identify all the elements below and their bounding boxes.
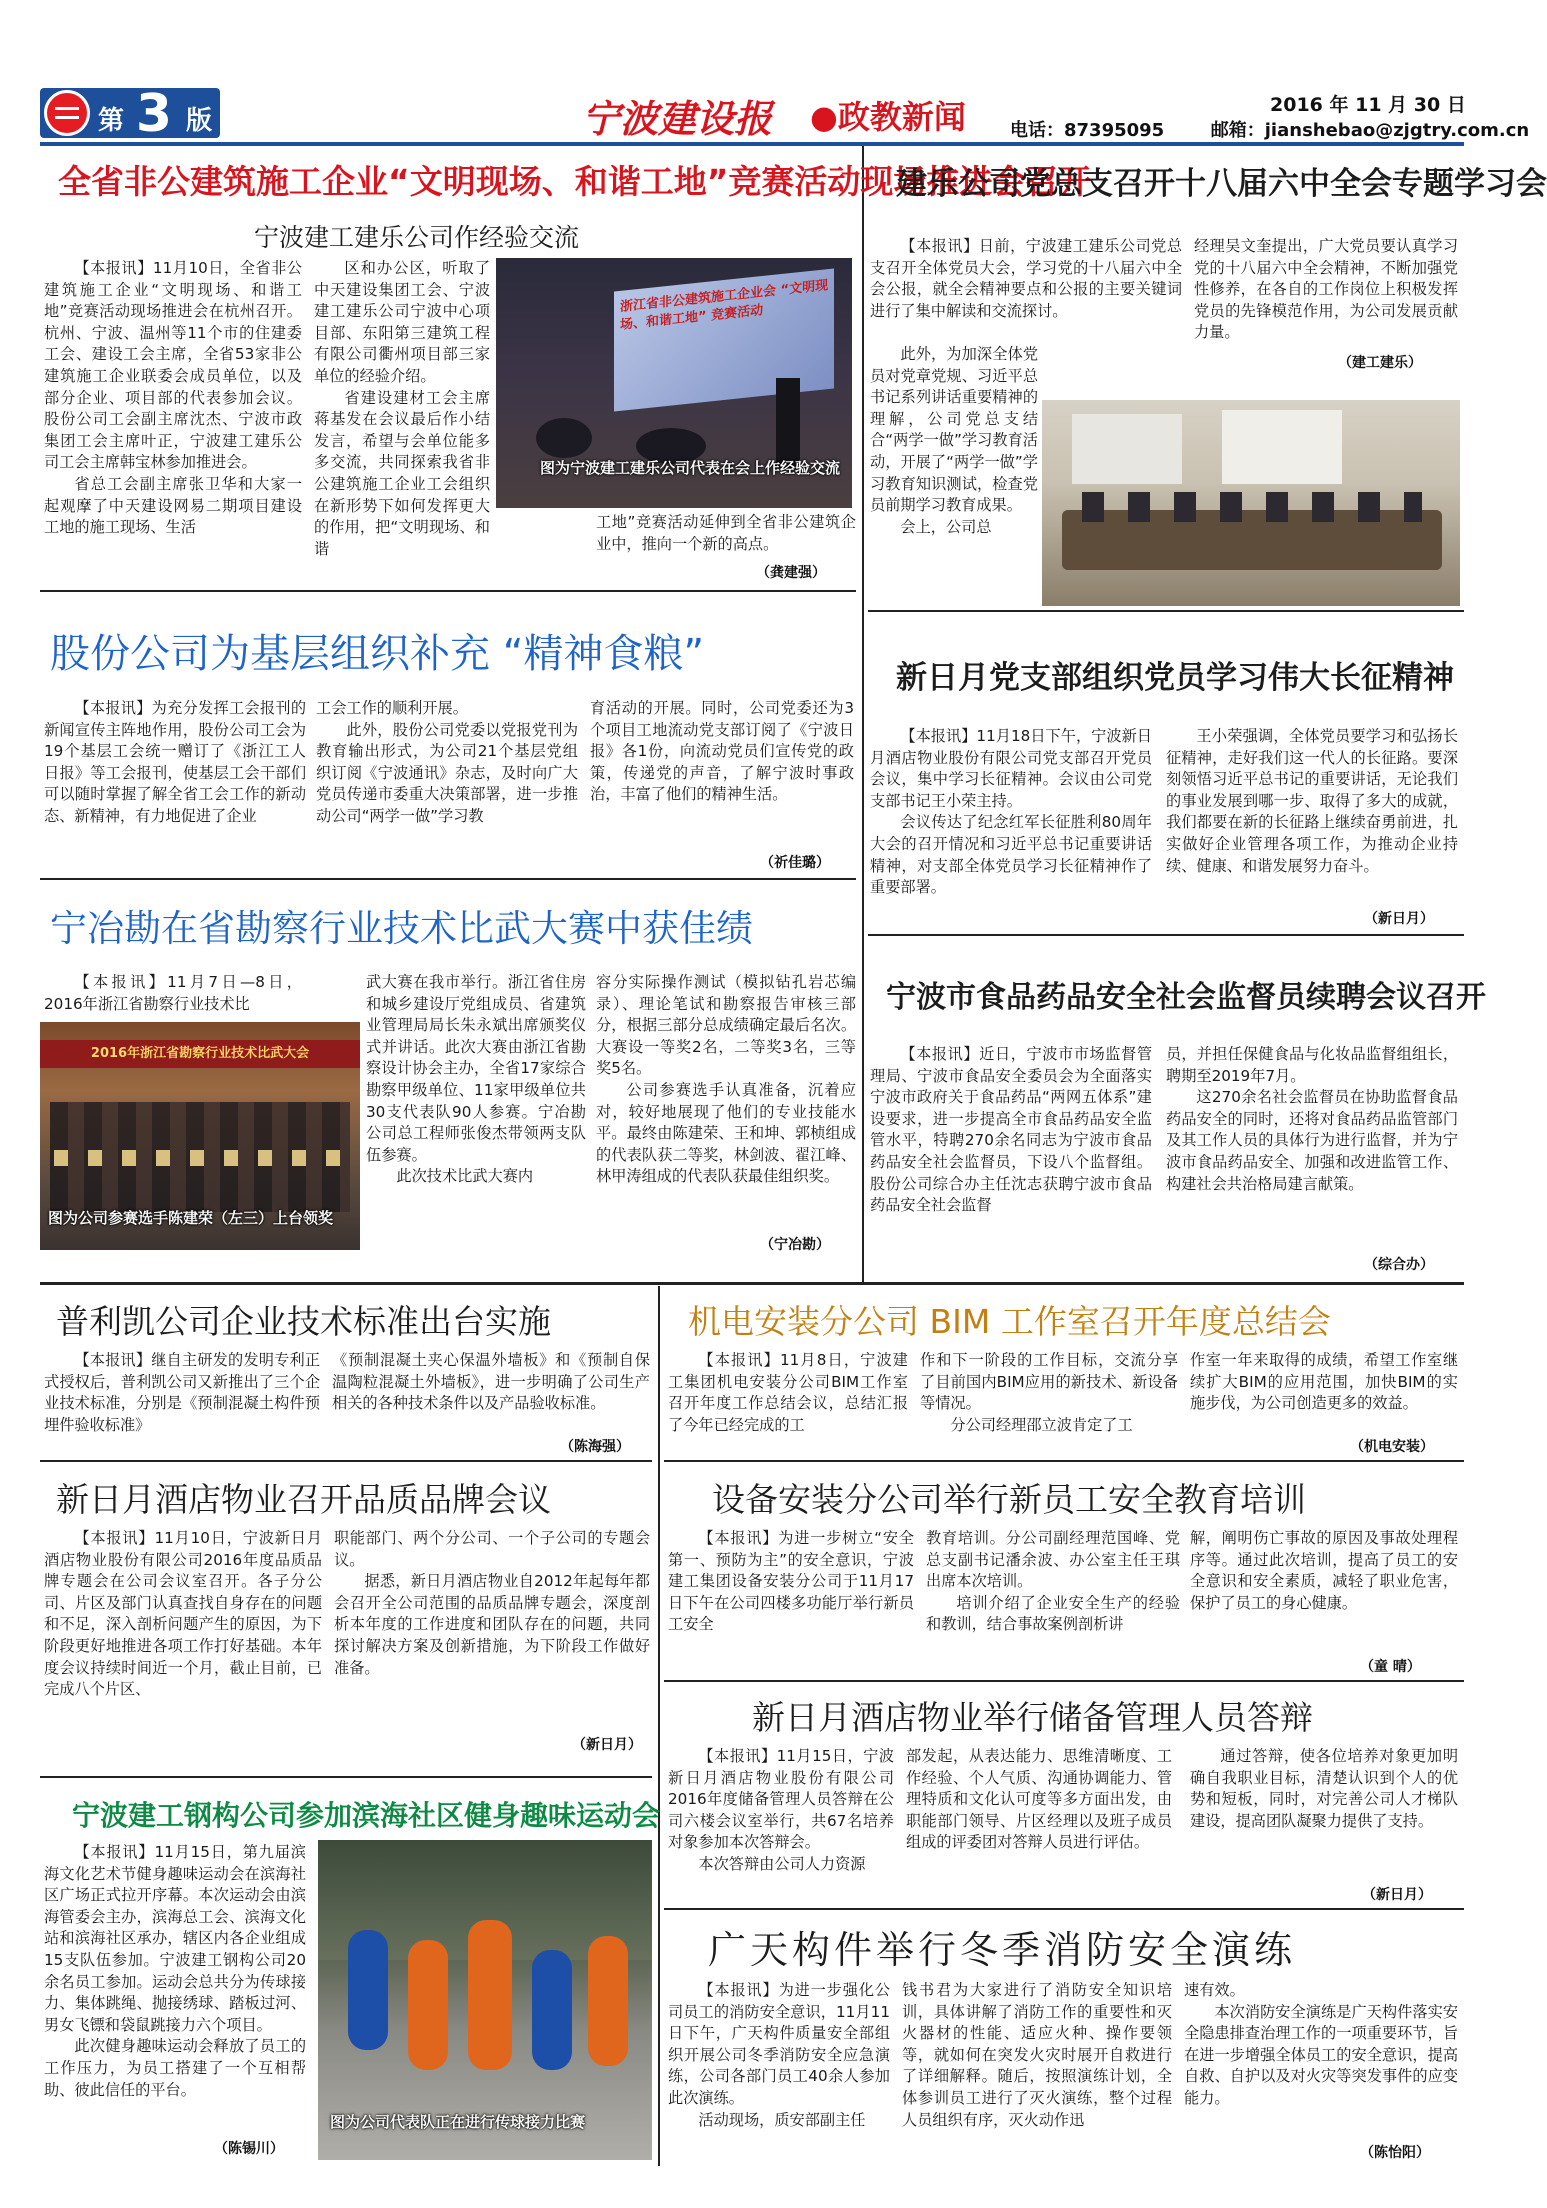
a8-signature: （机电安装） — [1350, 1439, 1434, 1455]
a4-col1-p2: 会议传达了纪念红军长征胜利80周年大会的召开情况和习近平总书记重要讲话精神，对支部全体党员学习长征精神作了重要部署。 — [870, 813, 1152, 897]
a12-col1 — [668, 1746, 894, 1904]
a5-photo-caption: 图为公司参赛选手陈建荣（左三）上台领奖 — [48, 1209, 334, 1227]
a13-col1-p2: 活动现场，质安部副主任 — [698, 2110, 866, 2129]
a10-col2 — [926, 1528, 1180, 1676]
a13-col3-p1: 速有效。 — [1184, 1981, 1245, 1999]
a1-col2-p2: 省建设建材工会主席蒋基发在会议最后作小结发言，希望与会单位能多多交流，共同探索我省非公建筑施工企业工会组织在新形势下如何发挥更大的作用，把“文明现场、和谐 — [314, 388, 490, 558]
a1-col2-p1: 区和办公区，听取了中天建设集团工会、宁波建工建乐公司宁波中心项目部、东阳第三建筑工程有限公司衢州项目部三家单位的经验介绍。 — [314, 259, 490, 385]
a6-col2-p2: 这270余名社会监督员在协助监督食品药品安全的同时，还将对食品药品监管部门及其工作人员的具体行为进行监督，并为宁波市食品药品安全、加强和改进监管工作、构建社会共治格局建言献策。 — [1166, 1088, 1458, 1193]
a8-col2-p1: 作和下一阶段的工作目标，交流分享了目前国内BIM应用的新技术、新设备等情况。 — [920, 1351, 1178, 1413]
a3-signature: （祈佳璐） — [760, 855, 830, 871]
a4-col1-p1: 【本报讯】11月18日下午，宁波新日月酒店物业股份有限公司党支部召开党员会议，集中学习长征精神。会议由公司党支部书记王小荣主持。 — [870, 727, 1152, 810]
a3-col1 — [44, 698, 306, 874]
a8-col3-p1: 作室一年来取得的成绩，希望工作室继续扩大BIM的应用范围，加快BIM的实施步伐，为公司创造更多的效益。 — [1190, 1351, 1458, 1413]
edition-prefix: 第 — [98, 106, 125, 136]
a2-col1-p2: 此外，为加深全体党员对党章党规、习近平总书记系列讲话重要精神的理解，公司党总支结合“两学一做”学习教育活动，开展了“两学一做”学习教育知识测试，检查党员前期学习教育成果。 — [870, 345, 1038, 515]
a1-col3 — [596, 512, 856, 560]
a5-photo — [40, 1022, 360, 1250]
a9-col2-p1: 职能部门、两个分公司、一个子公司的专题会议。 — [334, 1529, 650, 1569]
a1-subheadline: 宁波建工建乐公司作经验交流 — [254, 223, 580, 252]
a12-col2 — [906, 1746, 1172, 1904]
divider-a4 — [868, 934, 1464, 936]
a6-col1-p1: 【本报讯】近日，宁波市市场监督管理局、宁波市食品安全委员会为全面落实宁波市政府关于食品药品“两网五体系”建设要求，进一步提高全市食品药品安全监管水平，特聘270余名同志为宁波市食品药品安全社会监督员，下设八个监督组。股份公司综合办主任沈志获聘宁波市食品药品安全社会监督 — [870, 1045, 1152, 1215]
a1-col2 — [314, 258, 490, 584]
a7-col2 — [332, 1350, 650, 1440]
paper-name: 宁波建设报 — [582, 96, 773, 141]
a5-col3-p1: 容分实际操作测试（模拟钻孔岩芯编录）、理论笔试和勘察报告审核三部分，根据三部分总成绩确定最后名次。大赛设一等奖2名，二等奖3名，三等奖5名。 — [596, 973, 856, 1078]
divider-a12 — [664, 1908, 1464, 1910]
a3-col1-p1: 【本报讯】为充分发挥工会报刊的新闻宣传主阵地作用，股份公司工会为19个基层工会统一赠订了《浙江工人日报》等工会报刊，使基层工会干部们可以随时掌握了解全省工会工作的新动态、新精神，有力地促进了企业 — [44, 699, 306, 825]
a11-col1 — [44, 1842, 306, 2166]
a1-signature: （龚建强） — [756, 565, 826, 581]
a5-col1 — [44, 972, 302, 1016]
a13-col1 — [668, 1980, 890, 2166]
a5-signature: （宁冶勘） — [760, 1237, 830, 1253]
divider-a3 — [40, 878, 856, 880]
a13-headline: 广天构件举行冬季消防安全演练 — [708, 1928, 1297, 1972]
a8-col2-p2: 分公司经理邵立波肯定了工 — [950, 1415, 1133, 1434]
a3-col2-p1: 工会工作的顺利开展。 — [316, 699, 468, 717]
a4-col2-p1: 王小荣强调，全体党员要学习和弘扬长征精神，走好我们这一代人的长征路。要深刻领悟习近平总书记的重要讲话，无论我们的事业发展到哪一步、取得了多大的成就，我们都要在新的长征路上继续奋勇前进，扎实做好企业管理各项工作，为推动企业持续、健康、和谐发展努力奋斗。 — [1166, 727, 1458, 875]
a10-col1 — [668, 1528, 914, 1676]
header-date: 2016 年 11 月 30 日 — [1270, 94, 1466, 116]
a3-col3-p1: 育活动的开展。同时，公司党委还为3个项目工地流动党支部订阅了《宁波日报》各1份，向流动党员们宣传党的政策，传递党的声音，了解宁波时事政治，丰富了他们的精神生活。 — [590, 699, 854, 804]
a10-col2-p2: 培训介绍了企业安全生产的经验和教训，结合事故案例剖析讲 — [926, 1593, 1180, 1634]
a13-col3 — [1184, 1980, 1458, 2140]
a2-photo — [1042, 400, 1460, 606]
a12-col3-p1: 通过答辩，使各位培养对象更加明确自我职业目标，清楚认识到个人的优势和短板，同时，对完善公司人才梯队建设，提高团队凝聚力提供了支持。 — [1190, 1747, 1458, 1830]
a9-col1-p1: 【本报讯】11月10日，宁波新日月酒店物业股份有限公司2016年度品质品牌专题会在公司会议室召开。各子分公司、片区及部门认真查找自身存在的问题和不足，深入剖析问题产生的原因，为下阶段更好地推进各项工作打好基础。本年度会议持续时间近一个月，截止目前，已完成八个片区、 — [44, 1529, 322, 1699]
a10-col3 — [1190, 1528, 1458, 1658]
a8-col3 — [1190, 1350, 1458, 1440]
a11-col1-p1: 【本报讯】11月15日，第九届滨海文化艺术节健身趣味运动会在滨海社区广场正式拉开序幕。本次运动会由滨海管委会主办，滨海总工会、滨海文化站和滨海社区承办，辖区内各企业组成15支队伍参加。宁波建工钢构公司20余名员工参加。运动会总共分为传球接力、集体跳绳、抛接绣球、踏板过河、男女飞镖和袋鼠跳接力六个项目。 — [44, 1843, 306, 2034]
email-label: 邮箱： — [1210, 120, 1265, 141]
a5-headline: 宁冶勘在省勘察行业技术比武大赛中获佳绩 — [50, 907, 753, 950]
a4-col1 — [870, 726, 1152, 930]
a2-headline: 建乐公司党总支召开十八届六中全会专题学习会 — [896, 166, 1547, 202]
email-address: jianshebao@zjgtry.com.cn — [1264, 120, 1530, 141]
a8-col1-p1: 【本报讯】11月8日，宁波建工集团机电安装分公司BIM工作室召开年度工作总结会议，总结汇报了今年已经完成的工 — [668, 1351, 908, 1434]
a1-col3-p1: 工地”竞赛活动延伸到全省非公建筑企业中，推向一个新的高点。 — [596, 513, 856, 553]
a5-photo-banner: 2016年浙江省勘察行业技术比武大会 — [40, 1040, 360, 1068]
a2-col1-p3: 会上，公司总 — [900, 517, 992, 536]
a4-col2 — [1166, 726, 1458, 906]
a13-col2-p1: 钱书君为大家进行了消防安全知识培训，具体讲解了消防工作的重要性和灭火器材的性能、适应火种、操作要领等，就如何在突发火灾时展开自救进行了详细解释。随后，按照演练计划，全体参训员工进行了灭火演练，整个过程人员组织有序，灭火动作迅 — [902, 1981, 1172, 2129]
a12-col1-p1: 【本报讯】11月15日，宁波新日月酒店物业股份有限公司2016年度储备管理人员答辩在公司六楼会议室举行，共67名培养对象参加本次答辩会。 — [668, 1747, 894, 1852]
a12-signature: （新日月） — [1362, 1887, 1432, 1903]
a6-col2-p1: 员，并担任保健食品与化妆品监督组组长，聘期至2019年7月。 — [1166, 1045, 1458, 1085]
a6-col2 — [1166, 1044, 1458, 1252]
a2-col2-p1: 经理吴文奎提出，广大党员要认真学习党的十八届六中全会精神，不断加强党性修养，在各自的工作岗位上积极发挥党员的先锋模范作用，为公司发展贡献力量。 — [1194, 237, 1458, 342]
a5-col1-p1: 【本报讯】11月7日—8日，2016年浙江省勘察行业技术比 — [44, 973, 302, 1013]
a1-col1-p1: 【本报讯】11月10日，全省非公建筑施工企业“文明现场、和谐工地”竞赛活动现场推进会在杭州召开。杭州、宁波、温州等11个市的住建委工会、建设工会主席，全省53家非公建筑施工企业联委会成员单位，以及部分企业、项目部的代表参加会议。股份公司工会副主席沈杰、宁波市政集团工会主席叶正，宁波建工建乐公司工会主席韩宝林参加推进会。 — [44, 259, 302, 472]
divider-a1 — [40, 590, 856, 592]
a2-col1-p1: 【本报讯】日前，宁波建工建乐公司党总支召开全体党员大会，学习党的十八届六中全会公报，就全会精神要点和公报的主要关键词进行了集中解读和交流探讨。 — [870, 237, 1182, 320]
a11-signature: （陈锡川） — [214, 2141, 284, 2157]
a1-photo-caption: 图为宁波建工建乐公司代表在会上作经验交流 — [540, 459, 841, 477]
header-rule — [40, 142, 1464, 146]
a5-col2-p2: 此次技术比武大赛内 — [396, 1167, 534, 1186]
a7-col2-p1: 《预制混凝土夹心保温外墙板》和《预制自保温陶粒混凝土外墙板》，进一步明确了公司生产相关的各种技术条件以及产品验收标准。 — [332, 1351, 650, 1413]
a9-signature: （新日月） — [572, 1737, 642, 1753]
a1-photo-banner: 浙江省非公建筑施工企业会 “文明现场、和谐工地” 竞赛活动 — [620, 278, 829, 334]
a3-col2-p2: 此外，股份公司党委以党报党刊为教育输出形式，为公司21个基层党组织订阅《宁波通讯》杂志，及时向广大党员传递市委重大决策部署，进一步推动公司“两学一做”学习教 — [316, 720, 578, 825]
a2-col2 — [1194, 236, 1458, 348]
a7-col1 — [44, 1350, 320, 1456]
a4-signature: （新日月） — [1364, 911, 1434, 927]
a10-col1-p1: 【本报讯】为进一步树立“安全第一、预防为主”的安全意识，宁波建工集团设备安装分公司于11月17日下午在公司四楼多功能厅举行新员工安全 — [668, 1529, 914, 1634]
a13-col1-p1: 【本报讯】为进一步强化公司员工的消防安全意识，11月11日下午，广天构件质量安全部组织开展公司冬季消防安全应急演练，公司各部门员工40余人参加此次演练。 — [668, 1981, 890, 2107]
divider-v-bottom — [658, 1286, 660, 2166]
a11-col1-p2: 此次健身趣味运动会释放了员工的工作压力，为员工搭建了一个互相帮助、彼此信任的平台。 — [44, 2037, 306, 2099]
a11-photo — [318, 1840, 652, 2160]
a12-headline: 新日月酒店物业举行储备管理人员答辩 — [752, 1698, 1313, 1737]
a2-signature: （建工建乐） — [1338, 355, 1422, 371]
section-name: ●政教新闻 — [810, 98, 966, 136]
a7-headline: 普利凯公司企业技术标准出台实施 — [56, 1302, 551, 1341]
a1-col1 — [44, 258, 302, 584]
a5-col3-p2: 公司参赛选手认真准备，沉着应对，较好地展现了他们的专业技能水平。最终由陈建荣、王和坤、郭桢组成的代表队获二等奖，林剑波、翟江峰、林甲涛组成的代表队获最佳组织奖。 — [596, 1080, 856, 1186]
a7-col1-p1: 【本报讯】继自主研发的发明专利正式授权后，普利凯公司又新推出了三个企业技术标准，分别是《预制混凝土构件预埋件验收标准》 — [44, 1351, 320, 1434]
a10-col2-p1: 教育培训。分公司副经理范国峰、党总支副书记潘余波、办公室主任王琪出席本次培训。 — [926, 1529, 1180, 1591]
divider-a7 — [40, 1460, 652, 1462]
a6-col1 — [870, 1044, 1152, 1278]
divider-v-top — [862, 146, 864, 1282]
a10-signature: （童 晴） — [1360, 1659, 1421, 1675]
divider-a2 — [868, 610, 1464, 612]
a3-col3 — [590, 698, 854, 848]
edition-suffix: 版 — [186, 106, 213, 136]
a5-col3 — [596, 972, 856, 1234]
a13-col2 — [902, 1980, 1172, 2166]
a1-col1-p2: 省总工会副主席张卫华和大家一起观摩了中天建设网易二期项目建设工地的施工现场、生活 — [44, 474, 302, 537]
a10-headline: 设备安装分公司举行新员工安全教育培训 — [712, 1480, 1306, 1519]
divider-mid — [40, 1282, 1464, 1285]
paper-logo-icon — [44, 90, 90, 136]
a12-col3 — [1190, 1746, 1458, 1884]
a3-headline: 股份公司为基层组织补充 “精神食粮” — [50, 631, 705, 677]
a3-col2 — [316, 698, 578, 874]
a8-col2 — [920, 1350, 1178, 1456]
a6-signature: （综合办） — [1364, 1257, 1434, 1273]
header-contact — [1010, 116, 1529, 142]
a9-headline: 新日月酒店物业召开品质品牌会议 — [56, 1480, 551, 1519]
divider-a10 — [664, 1680, 1464, 1682]
a9-col2 — [334, 1528, 650, 1722]
phone-number: 87395095 — [1064, 120, 1165, 141]
edition-number — [128, 84, 180, 144]
a1-photo — [496, 258, 852, 508]
a6-headline: 宁波市食品药品安全社会监督员续聘会议召开 — [886, 980, 1486, 1015]
a11-headline: 宁波建工钢构公司参加滨海社区健身趣味运动会 — [72, 1799, 661, 1832]
a2-col1-cont — [870, 344, 1038, 606]
a12-col2-p1: 部发起，从表达能力、思维清晰度、工作经验、个人气质、沟通协调能力、管理特质和文化认可度等多方面出发，由职能部门领导、片区经理以及班子成员组成的评委团对答辩人员进行评估。 — [906, 1747, 1172, 1852]
a7-signature: （陈海强） — [560, 1439, 630, 1455]
phone-label: 电话： — [1010, 120, 1064, 141]
a13-signature: （陈怡阳） — [1360, 2145, 1430, 2161]
a4-headline: 新日月党支部组织党员学习伟大长征精神 — [896, 660, 1454, 696]
divider-a9 — [40, 1776, 652, 1778]
a1-headline: 全省非公建筑施工企业“文明现场、和谐工地”竞赛活动现场推进会召开 — [58, 162, 1092, 201]
a12-col1-p2: 本次答辩由公司人力资源 — [698, 1854, 866, 1873]
a8-headline: 机电安装分公司 BIM 工作室召开年度总结会 — [688, 1302, 1331, 1341]
a9-col2-p2: 据悉，新日月酒店物业自2012年起每年都会召开全公司范围的品质品牌专题会，深度剖析本年度的工作进度和团队存在的问题，共同探讨解决方案及创新措施，为下阶段工作做好准备。 — [334, 1572, 650, 1677]
a11-photo-caption: 图为公司代表队正在进行传球接力比赛 — [330, 2113, 586, 2131]
a9-col1 — [44, 1528, 322, 1772]
a10-col3-p1: 解，阐明伤亡事故的原因及事故处理程序等。通过此次培训，提高了员工的安全意识和安全素质，减轻了职业危害，保护了员工的身心健康。 — [1190, 1529, 1458, 1612]
a5-col2-p1: 武大赛在我市举行。浙江省住房和城乡建设厅党组成员、省建筑业管理局局长朱永斌出席颁奖仪式并讲话。此次大赛由浙江省勘察设计协会主办，全省17家综合勘察甲级单位、11家甲级单位共30支代表队90人参赛。宁冶勘公司总工程师张俊杰带领两支队伍参赛。 — [366, 973, 586, 1164]
edition-number-text: 3 — [135, 84, 173, 144]
divider-a8 — [664, 1460, 1464, 1462]
a8-col1 — [668, 1350, 908, 1456]
a13-col3-p2: 本次消防安全演练是广天构件落实安全隐患排查治理工作的一项重要环节，旨在进一步增强全体员工的安全意识，提高自救、自护以及对火灾等突发事件的应变能力。 — [1184, 2002, 1458, 2107]
a5-col2 — [366, 972, 586, 1254]
